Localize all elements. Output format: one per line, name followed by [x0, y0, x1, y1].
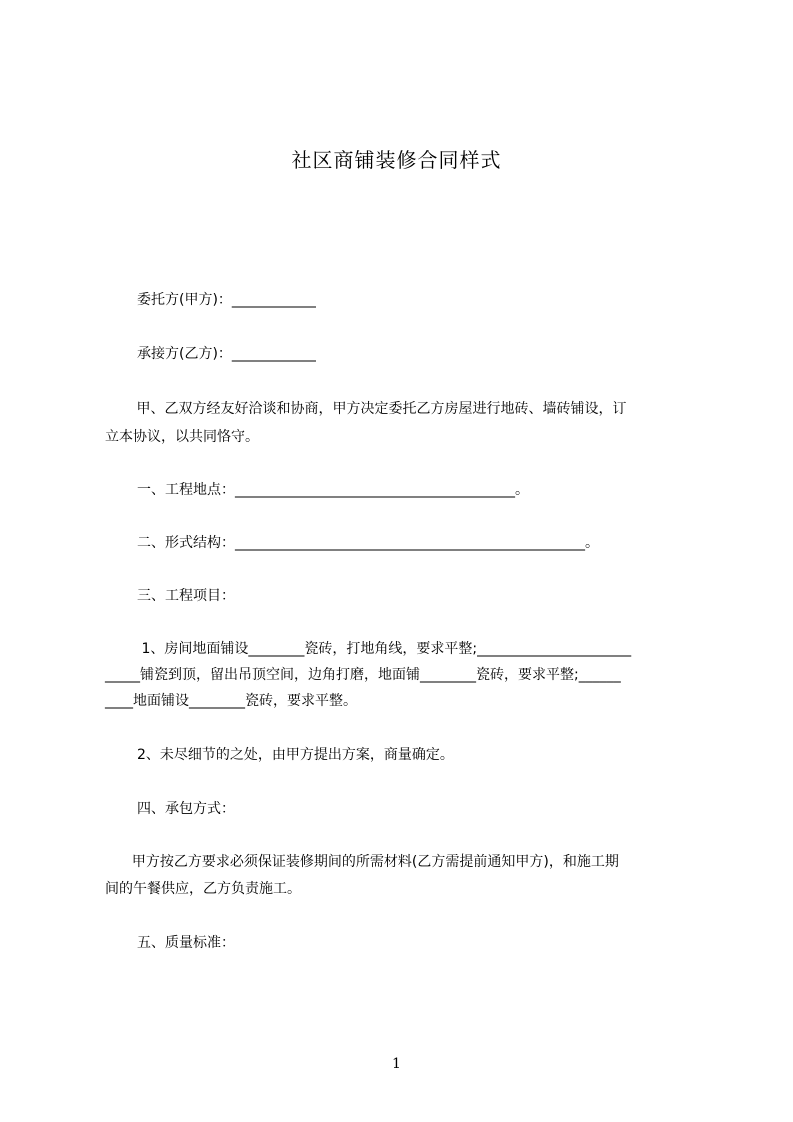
intro-line-1: 甲、乙双方经友好洽谈和协商，甲方决定委托乙方房屋进行地砖、墙砖铺设，订	[132, 401, 627, 417]
party-b-line: 承接方(乙方)：____________	[137, 346, 316, 362]
section-2-structure: 二、形式结构：__________________________________________________。	[137, 535, 599, 551]
item-2: 2、未尽细节的之处，由甲方提出方案，商量确定。	[137, 747, 454, 763]
party-a-line: 委托方(甲方)：____________	[137, 292, 316, 308]
item-1-line-3: ____地面铺设________瓷砖，要求平整。	[105, 693, 357, 709]
contract-line-1: 甲方按乙方要求必须保证装修期间的所需材料(乙方需提前通知甲方)，和施工期	[123, 854, 619, 870]
item-1-line-1: 1、房间地面铺设________瓷砖，打地角线，要求平整;______________________	[137, 641, 632, 657]
page-number: 1	[392, 1056, 401, 1072]
section-1-location: 一、工程地点：________________________________________。	[137, 482, 529, 498]
section-4-heading: 四、承包方式：	[137, 801, 235, 817]
intro-line-2: 立本协议，以共同恪守。	[105, 429, 259, 445]
item-1-line-2: _____铺瓷到顶，留出吊顶空间，边角打磨，地面铺________瓷砖，要求平整;______	[105, 667, 621, 683]
contract-line-2: 间的午餐供应，乙方负责施工。	[105, 881, 301, 897]
section-5-heading: 五、质量标准：	[137, 935, 235, 951]
section-3-heading: 三、工程项目：	[137, 588, 235, 604]
document-title: 社区商铺装修合同样式	[291, 148, 502, 172]
